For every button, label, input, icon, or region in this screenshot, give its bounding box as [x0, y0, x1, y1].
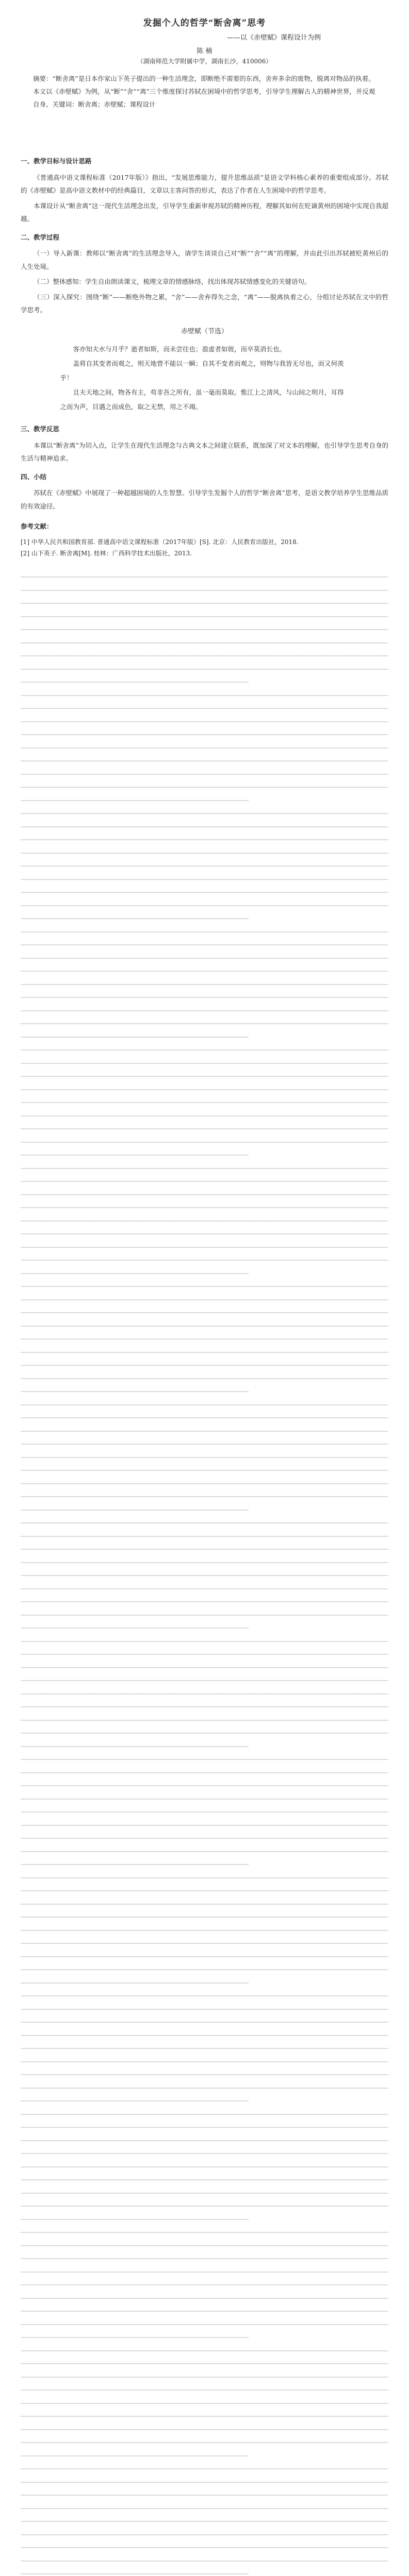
text-line	[21, 1665, 388, 1670]
text-line	[21, 2164, 388, 2170]
text-line	[21, 1481, 388, 1486]
text-line	[21, 574, 388, 580]
text-line	[21, 2361, 388, 2366]
text-line	[21, 2401, 388, 2406]
text-line	[21, 2204, 388, 2209]
text-line	[21, 1087, 388, 1092]
section-heading: 二、教学过程	[21, 233, 60, 241]
text-line	[21, 1205, 388, 1210]
text-line	[21, 1402, 388, 1408]
text-line	[21, 1836, 388, 1841]
text-line	[21, 1324, 388, 1329]
text-line	[21, 693, 388, 698]
text-line	[21, 1468, 388, 1473]
text-line	[21, 1074, 388, 1079]
text-line	[21, 1389, 249, 1394]
text-line	[21, 1613, 388, 1618]
text-line	[21, 1888, 388, 1893]
text-line	[21, 1442, 388, 1447]
references-heading: 参考文献：	[21, 522, 53, 530]
text-line	[21, 1113, 388, 1118]
paragraph: （三）深入探究：围绕“断”——断绝外物之累，“舍”——舍弃得失之念，“离”——脱离执着之心，分组讨论苏轼在文中的哲学思考。	[21, 293, 388, 314]
paragraph: （二）整体感知：学生自由朗读课文，梳理文章的情感脉络，找出体现苏轼情感变化的关键语句。	[34, 278, 311, 285]
text-line	[21, 2125, 388, 2130]
text-line	[21, 2387, 388, 2393]
text-line	[21, 863, 388, 869]
text-line	[21, 1862, 249, 1867]
text-line	[21, 758, 388, 764]
text-line	[21, 2007, 388, 2012]
poem-line: 客亦知夫水与月乎？逝者如斯，而未尝往也；盈虚者如彼，而卒莫消长也。	[73, 345, 286, 353]
body-text-lines	[21, 574, 388, 2576]
text-line	[21, 2059, 388, 2064]
text-line	[21, 2033, 388, 2038]
section-3	[21, 422, 388, 465]
paragraph: 苏轼在《赤壁赋》中展现了一种超越困境的人生智慧。引导学生发掘个人的哲学“断舍离”思考，是语文教学培养学生思维品质的有效途径。	[21, 489, 388, 510]
text-line	[21, 1534, 388, 1539]
text-line	[21, 1809, 388, 1815]
text-line	[21, 1823, 388, 1828]
text-line	[21, 956, 388, 961]
text-line	[21, 680, 249, 685]
text-line	[21, 2466, 388, 2471]
text-line	[21, 942, 388, 947]
text-line	[21, 2282, 388, 2287]
text-line	[21, 745, 388, 751]
text-line	[21, 1993, 388, 1998]
poem-excerpt	[60, 325, 349, 415]
text-line	[21, 667, 388, 672]
text-line	[21, 2427, 388, 2432]
text-line	[21, 614, 388, 619]
text-line	[21, 772, 388, 777]
text-line	[21, 719, 388, 724]
text-line	[21, 2243, 388, 2248]
text-line	[21, 1652, 388, 1657]
text-line	[21, 2072, 388, 2077]
text-line	[21, 837, 388, 842]
article-subtitle: ——以《赤壁赋》课程设计为例	[227, 34, 321, 42]
poem-title: 赤壁赋（节选）	[181, 327, 228, 335]
text-line	[21, 2086, 388, 2091]
text-line	[21, 929, 388, 935]
text-line	[21, 1245, 388, 1250]
text-line	[21, 1271, 249, 1276]
text-line	[21, 1757, 388, 1762]
text-line	[21, 2112, 388, 2117]
paragraph: 《普通高中语文课程标准（2017年版）》指出，“发展思维能力，提升思维品质”是语文学科核心素养的重要组成部分。苏轼的《赤壁赋》是高中语文教材中的经典篇目，文章以主客问答的形式，表达了作者在人生困境中的哲学思考。	[21, 173, 388, 194]
poem-line: 且夫天地之间，物各有主，苟非吾之所有，虽一毫而莫取。惟江上之清风，与山间之明月，耳得之而为声，目遇之而成色，取之无禁，用之不竭。	[60, 388, 344, 411]
text-line	[21, 1350, 388, 1355]
text-line	[21, 1902, 388, 1907]
author: 陈 楠	[197, 47, 212, 55]
text-line	[21, 2506, 388, 2511]
text-line	[21, 1376, 388, 1381]
text-line	[21, 1297, 388, 1302]
text-line	[21, 1928, 388, 1933]
text-line	[21, 1192, 388, 1197]
text-line	[21, 824, 388, 829]
text-line	[21, 1021, 388, 1026]
text-line	[21, 1718, 388, 1723]
text-line	[21, 1625, 249, 1631]
section-4	[21, 470, 388, 513]
text-line	[21, 601, 388, 606]
text-line	[21, 1035, 249, 1040]
text-line	[21, 1783, 388, 1788]
text-line	[21, 2493, 388, 2498]
text-line	[21, 969, 388, 974]
text-line	[21, 798, 249, 803]
text-line	[21, 2375, 388, 2380]
text-line	[21, 2571, 249, 2576]
text-line	[21, 1797, 388, 1802]
text-line	[21, 1599, 388, 1604]
text-line	[21, 2440, 388, 2445]
article-body	[21, 149, 388, 559]
text-line	[21, 2296, 388, 2301]
text-line	[21, 890, 388, 895]
text-line	[21, 2558, 388, 2564]
text-line	[21, 627, 388, 632]
text-line	[21, 2480, 388, 2485]
text-line	[21, 1284, 388, 1289]
text-line	[21, 1770, 388, 1775]
text-line	[21, 1494, 388, 1499]
text-line	[21, 1140, 388, 1145]
text-line	[21, 2217, 249, 2222]
text-line	[21, 1520, 388, 1526]
section-2	[21, 231, 388, 317]
text-line	[21, 1008, 388, 1013]
text-line	[21, 1941, 388, 1946]
text-line	[21, 1560, 388, 1565]
text-line	[21, 785, 388, 790]
text-line	[21, 1586, 388, 1591]
paragraph: （一）导入新课：教师以“断舍离”的生活理念导入，请学生谈谈自己对“断”“舍”“离”的理解，并由此引出苏轼被贬黄州后的人生处境。	[21, 249, 388, 270]
section-heading: 三、教学反思	[21, 425, 60, 433]
text-line	[21, 1231, 388, 1236]
text-line	[21, 640, 388, 646]
text-line	[21, 2453, 249, 2459]
text-line	[21, 1415, 388, 1420]
abstract: 摘要：“断舍离”是日本作家山下英子提出的一种生活理念，即断绝不需要的东西，舍弃多余的废物，脱离对物品的执着。本文以《赤壁赋》为例，从“断”“舍”“离”三个维度探讨苏轼在困境中的哲学思考，引导学生理解古人的精神世界，并反观自身。关键词：断舍离；赤壁赋；课程设计	[33, 75, 375, 108]
text-line	[21, 588, 388, 593]
text-line	[21, 2177, 388, 2182]
text-line	[21, 1731, 388, 1736]
reference-item: [2] 山下英子. 断舍离[M]. 桂林：广西科学技术出版社，2013.	[21, 549, 192, 557]
text-line	[21, 2191, 388, 2196]
text-line	[21, 1573, 388, 1578]
text-line	[21, 732, 388, 737]
text-line	[21, 982, 388, 987]
paragraph: 本课以“断舍离”为切入点，让学生在现代生活理念与古典文本之间建立联系，既加深了对文本的理解，也引导学生思考自身的生活与精神追求。	[21, 441, 388, 462]
text-line	[21, 1744, 249, 1749]
text-line	[21, 2230, 388, 2235]
section-heading: 一、教学目标与设计思路	[21, 157, 92, 165]
reference-item: [1] 中华人民共和国教育部. 普通高中语文课程标准（2017年版）[S]. 北京：人民教育出版社，2018.	[21, 538, 299, 546]
paragraph: 本课设计从“断舍离”这一现代生活理念出发，引导学生重新审视苏轼的精神历程，理解其如何在贬谪黄州的困境中实现自我超越。	[21, 201, 388, 223]
text-line	[21, 653, 388, 658]
text-line	[21, 1849, 388, 1854]
text-line	[21, 2335, 249, 2340]
text-line	[21, 916, 249, 921]
text-line	[21, 1047, 388, 1053]
text-line	[21, 903, 388, 908]
text-line	[21, 995, 388, 1000]
text-line	[21, 1166, 388, 1171]
text-line	[21, 1875, 388, 1880]
text-line	[21, 1218, 388, 1224]
text-line	[21, 1967, 388, 1972]
text-line	[21, 851, 388, 856]
text-line	[21, 2322, 388, 2327]
text-line	[21, 1678, 388, 1683]
references	[21, 520, 388, 559]
text-line	[21, 2309, 388, 2314]
text-line	[21, 1980, 249, 1986]
text-line	[21, 1310, 388, 1315]
text-line	[21, 1363, 388, 1368]
text-line	[21, 1691, 388, 1697]
text-line	[21, 2532, 388, 2537]
article-title: 发掘个人的哲学“断舍离”思考	[143, 18, 266, 28]
text-line	[21, 2098, 249, 2104]
text-line	[21, 2046, 388, 2051]
text-line	[21, 1507, 249, 1513]
text-line	[21, 1547, 388, 1552]
text-line	[21, 1061, 388, 1066]
text-line	[21, 2151, 388, 2156]
text-line	[21, 2138, 388, 2143]
section-heading: 四、小结	[21, 472, 47, 481]
text-line	[21, 1914, 388, 1920]
text-line	[21, 1954, 388, 1959]
text-line	[21, 877, 388, 882]
text-line	[21, 2269, 388, 2275]
affiliation: （湖南师范大学附属中学，湖南长沙，410006）	[137, 58, 272, 65]
text-line	[21, 1153, 249, 1158]
text-line	[21, 1126, 388, 1131]
text-line	[21, 2545, 388, 2550]
text-line	[21, 2020, 388, 2025]
text-line	[21, 2414, 388, 2419]
text-line	[21, 2256, 388, 2261]
text-line	[21, 1336, 388, 1342]
text-line	[21, 811, 388, 816]
text-line	[21, 2519, 388, 2524]
text-line	[21, 1258, 388, 1263]
text-line	[21, 1100, 388, 1105]
text-line	[21, 2348, 388, 2353]
text-line	[21, 1639, 388, 1644]
text-line	[21, 1455, 388, 1460]
section-1	[21, 155, 388, 226]
text-line	[21, 706, 388, 711]
text-line	[21, 1429, 388, 1434]
text-line	[21, 1704, 388, 1709]
text-line	[21, 1179, 388, 1184]
poem-line: 盖将自其变者而观之，则天地曾不能以一瞬；自其不变者而观之，则物与我皆无尽也，而又何羡乎！	[60, 360, 344, 382]
